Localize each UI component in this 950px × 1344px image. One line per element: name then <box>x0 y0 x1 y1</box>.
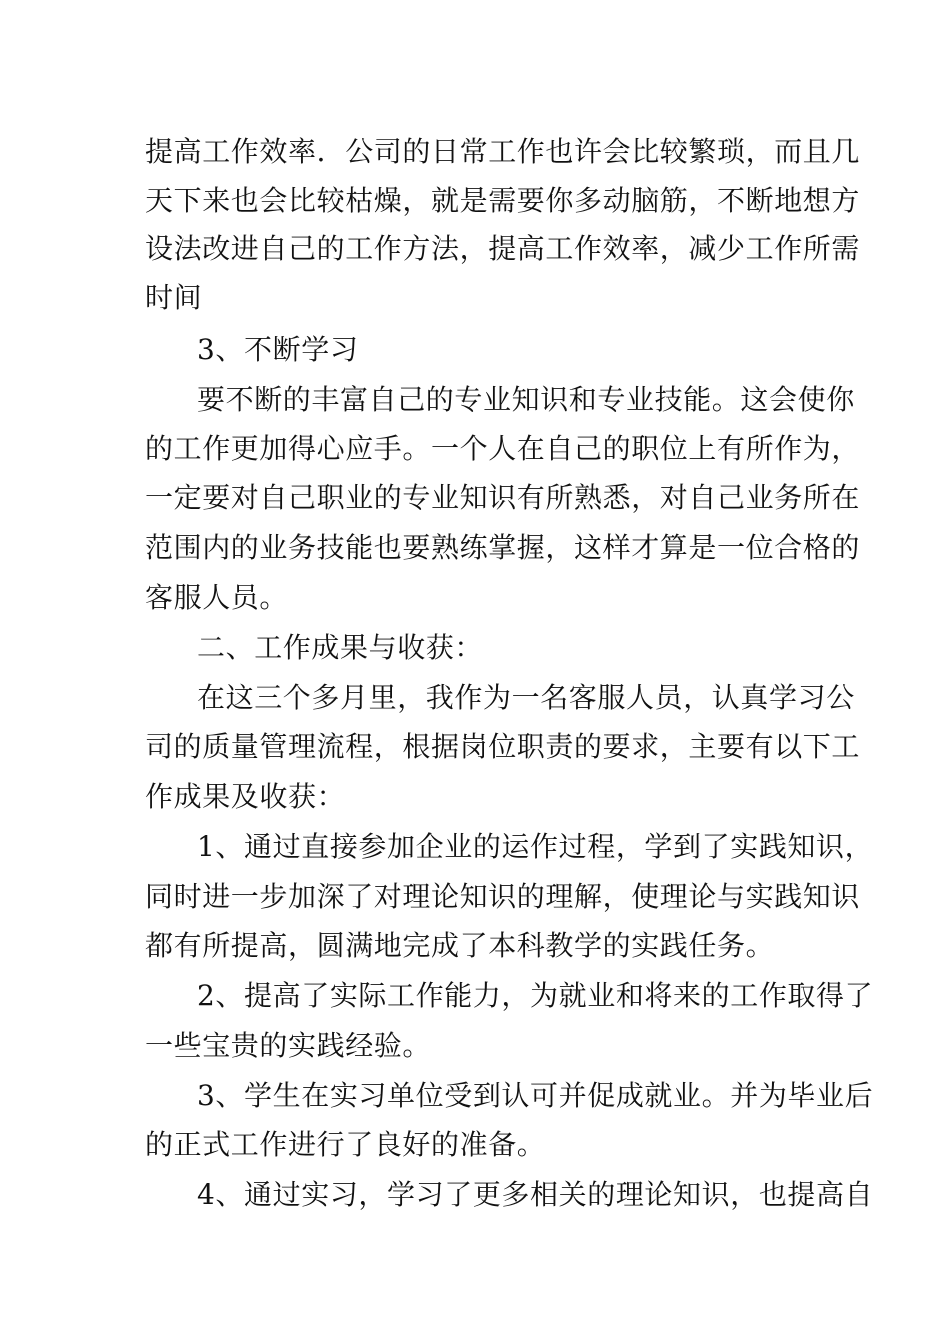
text-line: 的正式工作进行了良好的准备。 <box>145 1128 546 1161</box>
text-line: 范围内的业务技能也要熟练掌握，这样才算是一位合格的 <box>145 531 861 564</box>
text-line: 1、通过直接参加企业的运作过程，学到了实践知识， <box>197 830 874 863</box>
text-line: 要不断的丰富自己的专业知识和专业技能。这会使你 <box>197 383 855 416</box>
text-line: 的工作更加得心应手。一个人在自己的职位上有所作为， <box>145 432 861 465</box>
text-line: 客服人员。 <box>145 581 289 614</box>
text-line: 作成果及收获： <box>145 780 346 813</box>
text-line: 2、提高了实际工作能力，为就业和将来的工作取得了 <box>197 979 874 1012</box>
text-line: 一些宝贵的实践经验。 <box>145 1029 432 1062</box>
text-line: 天下来也会比较枯燥，就是需要你多动脑筋，不断地想方 <box>145 184 861 217</box>
text-line: 同时进一步加深了对理论知识的理解，使理论与实践知识 <box>145 880 861 913</box>
section-heading: 3、不断学习 <box>197 333 359 366</box>
section-heading: 二、工作成果与收获： <box>197 631 484 664</box>
text-line: 3、学生在实习单位受到认可并促成就业。并为毕业后 <box>197 1079 874 1112</box>
text-line: 4、通过实习，学习了更多相关的理论知识，也提高自 <box>197 1178 874 1211</box>
text-line: 时间 <box>145 281 203 314</box>
text-line: 设法改进自己的工作方法，提高工作效率，减少工作所需 <box>145 232 861 265</box>
text-line: 提高工作效率．公司的日常工作也许会比较繁琐，而且几 <box>145 135 861 168</box>
text-line: 在这三个多月里，我作为一名客服人员，认真学习公 <box>197 681 855 714</box>
text-line: 司的质量管理流程，根据岗位职责的要求，主要有以下工 <box>145 730 861 763</box>
text-line: 都有所提高，圆满地完成了本科教学的实践任务。 <box>145 929 775 962</box>
text-line: 一定要对自己职业的专业知识有所熟悉，对自己业务所在 <box>145 481 861 514</box>
